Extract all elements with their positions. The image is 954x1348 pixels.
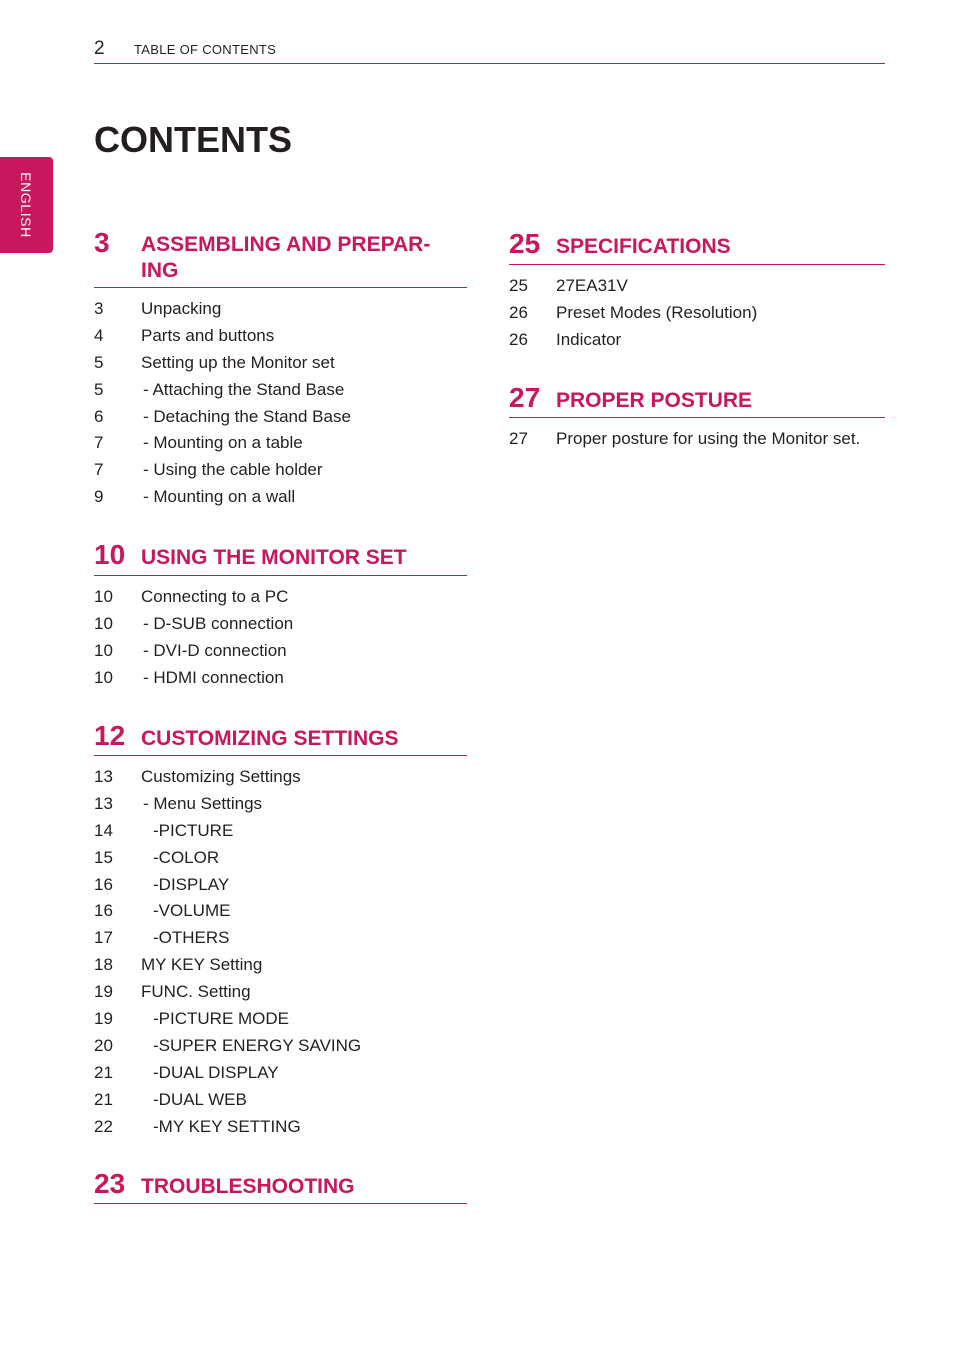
entry-text: - Mounting on a table — [143, 433, 303, 453]
entry-text: -SUPER ENERGY SAVING — [153, 1035, 362, 1055]
entry-text: Proper posture for using the Monitor set. — [556, 429, 861, 448]
section-number: 10 — [94, 539, 126, 570]
toc-section — [94, 226, 467, 511]
section-title: CUSTOMIZING SETTINGS — [141, 727, 399, 750]
entry-page: 16 — [94, 874, 113, 894]
toc-entry[interactable] — [94, 323, 467, 350]
entry-page: 21 — [94, 1062, 113, 1082]
language-tab — [0, 157, 53, 253]
toc-entry[interactable] — [94, 1033, 467, 1060]
section-title: SPECIFICATIONS — [556, 235, 731, 258]
entry-text: FUNC. Setting — [141, 982, 251, 1002]
entry-list — [94, 288, 467, 511]
page-header — [94, 38, 885, 64]
entry-text: -COLOR — [153, 847, 220, 867]
entry-text: Indicator — [556, 329, 622, 349]
entry-page: 26 — [509, 329, 528, 349]
section-heading[interactable] — [509, 227, 885, 265]
toc-section — [94, 719, 467, 1140]
entry-page: 10 — [94, 587, 113, 606]
entry-page: 15 — [94, 847, 113, 867]
page-title: CONTENTS — [94, 119, 292, 160]
language-tab-label: ENGLISH — [18, 172, 34, 238]
entry-page: 13 — [94, 793, 113, 813]
entry-text: Parts and buttons — [141, 325, 275, 345]
toc-entry[interactable] — [94, 1087, 467, 1114]
toc-entry[interactable] — [94, 952, 467, 979]
entry-text: -MY KEY SETTING — [153, 1116, 301, 1136]
entry-page: 6 — [94, 406, 104, 426]
entry-list — [94, 1204, 467, 1212]
entry-text: -DUAL DISPLAY — [153, 1062, 279, 1082]
entry-text: - Menu Settings — [143, 793, 263, 813]
toc-entry[interactable] — [94, 296, 467, 323]
entry-text: Setting up the Monitor set — [141, 352, 335, 372]
entry-page: 21 — [94, 1089, 113, 1109]
toc-entry[interactable] — [94, 898, 467, 925]
section-heading[interactable] — [94, 538, 467, 576]
toc-entry[interactable] — [94, 457, 467, 484]
entry-text: - HDMI connection — [143, 667, 284, 687]
section-number: 25 — [509, 228, 541, 259]
entry-page: 9 — [94, 487, 104, 507]
section-title: ASSEMBLING AND PREPAR- ING — [141, 233, 431, 282]
entry-text: -DISPLAY — [153, 874, 230, 894]
toc-entry[interactable] — [94, 638, 467, 665]
toc-entry[interactable] — [94, 1060, 467, 1087]
section-number: 27 — [509, 382, 541, 413]
entry-page: 10 — [94, 667, 113, 687]
section-title: USING THE MONITOR SET — [141, 546, 407, 569]
section-heading[interactable] — [94, 1167, 467, 1204]
toc-entry[interactable] — [94, 845, 467, 872]
entry-list — [94, 756, 467, 1140]
entry-page: 5 — [94, 352, 104, 372]
toc-section — [94, 538, 467, 692]
toc-entry[interactable] — [94, 350, 467, 377]
entry-page: 18 — [94, 955, 113, 975]
page-number: 2 — [94, 38, 105, 59]
entry-page: 5 — [94, 379, 104, 399]
section-number: 3 — [94, 227, 110, 258]
toc-section — [509, 381, 885, 453]
entry-page: 3 — [94, 299, 104, 318]
toc-entry[interactable] — [94, 818, 467, 845]
entry-list — [509, 265, 885, 354]
toc-entry[interactable] — [94, 925, 467, 952]
entry-page: 10 — [94, 640, 113, 660]
section-title: TROUBLESHOOTING — [141, 1175, 355, 1198]
entry-page: 16 — [94, 901, 113, 921]
entry-page: 7 — [94, 433, 104, 453]
entry-page: 10 — [94, 613, 113, 633]
section-heading[interactable] — [509, 381, 885, 418]
toc-entry[interactable] — [94, 665, 467, 692]
entry-text: - D-SUB connection — [143, 613, 294, 633]
section-heading[interactable] — [94, 226, 467, 288]
entry-text: -PICTURE MODE — [153, 1009, 289, 1029]
toc-entry[interactable] — [509, 426, 885, 453]
section-number: 23 — [94, 1168, 126, 1199]
entry-page: 17 — [94, 928, 113, 948]
entry-text: Unpacking — [141, 299, 222, 318]
entry-text: Preset Modes (Resolution) — [556, 302, 758, 322]
toc-entry[interactable] — [94, 430, 467, 457]
entry-text: -OTHERS — [153, 928, 230, 948]
toc-section — [94, 1167, 467, 1212]
entry-text: -PICTURE — [153, 820, 234, 840]
toc-entry[interactable] — [94, 404, 467, 431]
entry-page: 7 — [94, 460, 104, 480]
entry-text: 27EA31V — [556, 276, 628, 295]
entry-page: 13 — [94, 767, 113, 786]
entry-page: 25 — [509, 276, 528, 295]
entry-text: -DUAL WEB — [153, 1089, 247, 1109]
entry-page: 19 — [94, 1009, 113, 1029]
toc-entry[interactable] — [94, 484, 467, 511]
entry-text: Customizing Settings — [141, 767, 301, 786]
toc-entry[interactable] — [509, 327, 885, 354]
entry-list — [94, 576, 467, 692]
entry-page: 14 — [94, 820, 113, 840]
toc-entry[interactable] — [509, 273, 885, 300]
entry-text: - Using the cable holder — [143, 460, 323, 480]
entry-page: 26 — [509, 302, 528, 322]
toc-entry[interactable] — [94, 611, 467, 638]
entry-page: 27 — [509, 429, 528, 448]
toc-entry[interactable] — [94, 979, 467, 1006]
entry-text: - DVI-D connection — [143, 640, 287, 660]
entry-text: Connecting to a PC — [141, 587, 289, 606]
entry-page: 4 — [94, 325, 104, 345]
section-number: 12 — [94, 720, 126, 751]
section-title: PROPER POSTURE — [556, 389, 753, 412]
entry-page: 19 — [94, 982, 113, 1002]
entry-text: MY KEY Setting — [141, 955, 263, 975]
entry-text: - Detaching the Stand Base — [143, 406, 351, 426]
toc-entry[interactable] — [94, 764, 467, 791]
entry-page: 20 — [94, 1035, 113, 1055]
toc-entry[interactable] — [94, 1006, 467, 1033]
entry-text: -VOLUME — [153, 901, 231, 921]
entry-list — [509, 418, 885, 453]
entry-text: - Mounting on a wall — [143, 487, 296, 507]
toc-entry[interactable] — [94, 584, 467, 611]
entry-page: 22 — [94, 1116, 113, 1136]
toc-entry[interactable] — [94, 1114, 467, 1141]
header-title: TABLE OF CONTENTS — [134, 42, 277, 57]
toc-entry[interactable] — [94, 377, 467, 404]
toc-entry[interactable] — [509, 300, 885, 327]
entry-text: - Attaching the Stand Base — [143, 379, 345, 399]
toc-entry[interactable] — [94, 872, 467, 899]
section-heading[interactable] — [94, 719, 467, 756]
toc-entry[interactable] — [94, 791, 467, 818]
toc-section — [509, 227, 885, 354]
